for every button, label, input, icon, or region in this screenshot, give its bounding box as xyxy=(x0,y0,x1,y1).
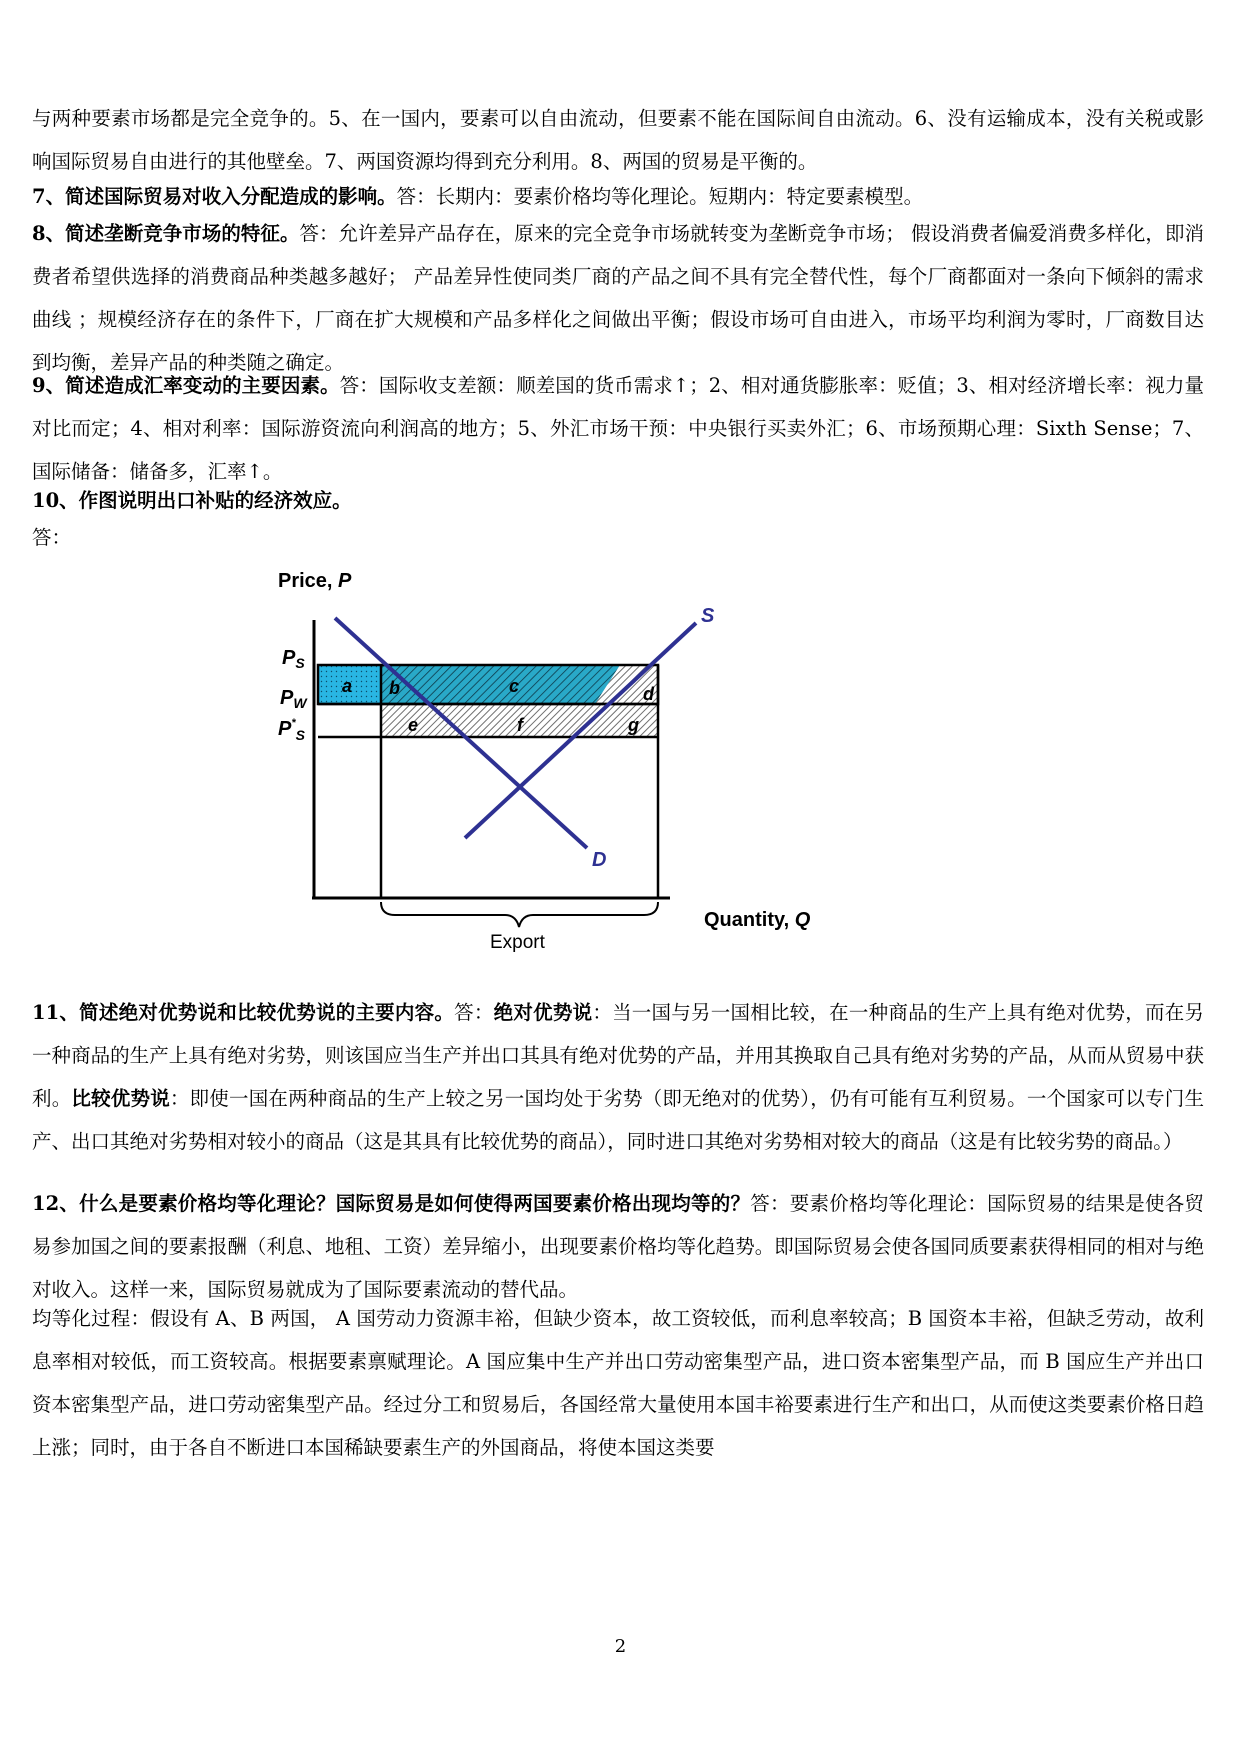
question-title: 8、简述垄断竞争市场的特征。 xyxy=(32,222,300,245)
answer-text: 答：允许差异产品存在，原来的完全竞争市场就转变为垄断竞争市场； 假设消费者偏爱消费多样化，即消费者希望供选择的消费商品种类越多越好； 产品差异性使同类厂商的产品之间不具有完全替代性，每个厂商都面对一条向下倾斜的需求曲线 ；规模经济存在的条件下，厂商在扩大规模和产品多样化之间做出平衡；假设市场可自由进入，市场平均利润为零时，厂商数目达到均衡，差异产品的种类随之确定。 xyxy=(32,222,1204,374)
question-title: 12、什么是要素价格均等化理论？国际贸易是如何使得两国要素价格出现均等的？ xyxy=(32,1192,751,1215)
pstar-label: $P^*_S$ xyxy=(278,717,305,743)
answer-text: ：即使一国在两种商品的生产上较之另一国均处于劣势（即无绝对的优势），仍有可能有互利贸易。一个国家可以专门生产、出口其绝对劣势相对较小的商品（这是其具有比较优势的商品），同时进口其绝对劣势相对较大的商品（这是有比较劣势的商品。） xyxy=(32,1087,1204,1153)
question-title: 10、作图说明出口补贴的经济效应。 xyxy=(32,489,352,512)
absolute-advantage-label: 绝对优势说 xyxy=(493,1001,593,1024)
question-8 xyxy=(32,212,1204,384)
area-d-label: d xyxy=(643,684,654,704)
area-e-label: e xyxy=(408,715,419,735)
demand-label: D xyxy=(592,849,607,871)
paragraph-assumptions xyxy=(32,97,1204,183)
area-g-label: g xyxy=(628,715,639,735)
y-axis-label: Price, P xyxy=(278,570,352,592)
equalization-process xyxy=(32,1297,1204,1469)
paragraph-text: 与两种要素市场都是完全竞争的。5、在一国内，要素可以自由流动，但要素不能在国际间自由流动。6、没有运输成本，没有关税或影响国际贸易自由进行的其他壁垒。7、两国资源均得到充分利用。8、两国的贸易是平衡的。 xyxy=(32,107,1204,173)
answer-text: 答：国际收支差额：顺差国的货币需求↑；2、相对通货膨胀率：贬值；3、相对经济增长率：视力量对比而定；4、相对利率：国际游资流向利润高的地方；5、外汇市场干预：中央银行买卖外汇；6、市场预期心理：Sixth Sense；7、国际储备：储备多，汇率↑。 xyxy=(32,374,1204,483)
ps-label: $P_S$ xyxy=(282,647,305,671)
question-10 xyxy=(32,479,352,522)
x-axis-label: Quantity, Q xyxy=(704,909,811,931)
question-title: 11、简述绝对优势说和比较优势说的主要内容。 xyxy=(32,1001,455,1024)
pw-label: $P_W$ xyxy=(280,687,307,711)
answer-text: 答：要素价格均等化理论：国际贸易的结果是使各贸易参加国之间的要素报酬（利息、地租、工资）差异缩小，出现要素价格均等化趋势。即国际贸易会使各国同质要素获得相同的相对与绝对收入。这样一来，国际贸易就成为了国际要素流动的替代品。 xyxy=(32,1192,1204,1301)
area-c-label: c xyxy=(509,676,520,696)
answer-text: 答：长期内：要素价格均等化理论。短期内：特定要素模型。 xyxy=(396,185,924,208)
export-label: Export xyxy=(490,932,545,953)
question-11 xyxy=(32,991,1204,1163)
area-f-label: f xyxy=(517,715,523,735)
area-a-label: a xyxy=(342,676,353,696)
question-9 xyxy=(32,364,1204,493)
question-title: 7、简述国际贸易对收入分配造成的影响。 xyxy=(32,185,397,208)
export-brace xyxy=(381,902,658,927)
answer-prefix: 答： xyxy=(454,1001,494,1024)
supply-label: S xyxy=(701,605,715,627)
comparative-advantage-label: 比较优势说 xyxy=(71,1087,170,1110)
paragraph-text: 均等化过程：假设有 A、B 两国， A 国劳动力资源丰裕，但缺少资本，故工资较低，而利息率较高；B 国资本丰裕，但缺乏劳动，故利息率相对较低，而工资较高。根据要素禀赋理论。A 国应集中生产并出口劳动密集型产品，进口资本密集型产品，而 B 国应生产并出口资本密集型产品，进口劳动密集型产品。经过分工和贸易后，各国经常大量使用本国丰裕要素进行生产和出口，从而使这类要素价格日趋上涨；同时，由于各自不断进口本国稀缺要素生产的外国商品，将使本国这类要 xyxy=(32,1307,1204,1459)
question-title: 9、简述造成汇率变动的主要因素。 xyxy=(32,374,340,397)
answer-text: 答： xyxy=(32,526,72,549)
page-number: 2 xyxy=(614,1636,627,1657)
area-b-label: b xyxy=(389,678,400,698)
answer-text: ：当一国与另一国相比较，在一种商品的生产上具有绝对优势，而在另一种商品的生产上具有绝对劣势，则该国应当生产并出口其具有绝对优势的产品，并用其换取自己具有绝对劣势的产品，从而从贸易中获利。 xyxy=(32,1001,1204,1110)
question-10-answer xyxy=(32,516,71,559)
question-12 xyxy=(32,1182,1204,1311)
